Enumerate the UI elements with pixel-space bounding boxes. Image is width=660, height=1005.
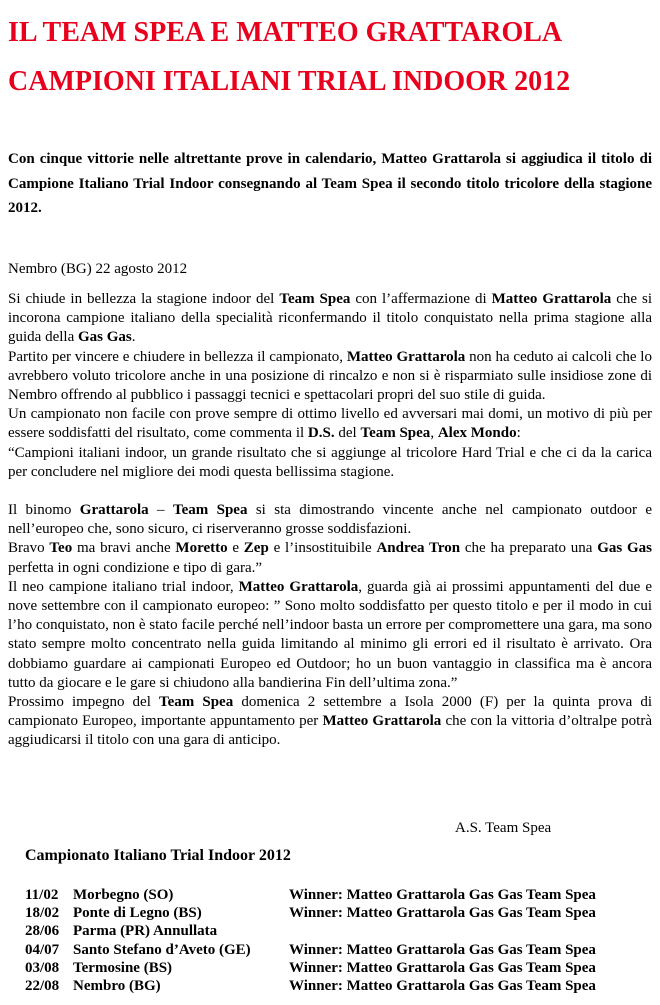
article-paragraph xyxy=(8,348,652,406)
result-winner: Winner: Matteo Grattarola Gas Gas Team Spea xyxy=(289,887,596,903)
result-winner: Winner: Matteo Grattarola Gas Gas Team Spea xyxy=(289,959,596,976)
headline-line-2: CAMPIONI ITALIANI TRIAL INDOOR 2012 xyxy=(8,66,571,97)
article-paragraph xyxy=(8,693,652,751)
results-title: Campionato Italiano Trial Indoor 2012 xyxy=(25,847,291,864)
text-run: Un campionato non facile con prove sempre di ottimo livello ed avversari mai domi, un motivo di più per essere soddisfatti del risultato, come commenta il xyxy=(8,406,652,442)
text-run: , guarda già ai prossimi appuntamenti del due e nove settembre con il campionato europeo: ” Sono molto soddisfatto per questo titolo e per il modo in cui l’ho conquistato, non è stato facile perché nell’indoor basta un errore per compromettere una gara, ma sono stato sempre molto concentrato nella guida limitando al minimo gli errori ed il risultato è arrivato. Ora dobbiamo guardare ai campionati Europeo ed Outdoor; ho un buon vantaggio in classifica ma è ancora tutto da giocare e le gare si chiudono alla bandierina Fin dell’ultima zona.” xyxy=(8,578,652,691)
text-run: Partito per vincere e chiudere in bellezza il campionato, xyxy=(8,348,347,365)
text-run: Prossimo impegno del xyxy=(8,694,159,711)
bold-text: Gas Gas xyxy=(597,540,652,557)
text-run: Il binomo xyxy=(8,502,80,519)
bold-text: Alex Mondo xyxy=(437,425,517,442)
results-row xyxy=(25,941,655,959)
result-date: 11/02 xyxy=(25,887,59,903)
text-run: con l’affermazione di xyxy=(350,291,492,307)
bold-text: Teo xyxy=(49,540,73,557)
text-run: . xyxy=(131,329,136,346)
text-run: e xyxy=(227,540,244,557)
bold-text: Matteo Grattarola xyxy=(322,713,442,730)
bold-text: Gas Gas xyxy=(77,329,132,346)
bold-text: Team Spea xyxy=(172,502,248,519)
result-winner: Winner: Matteo Grattarola Gas Gas Team Spea xyxy=(289,905,596,922)
article-paragraph xyxy=(8,578,652,693)
result-date: 18/02 xyxy=(25,905,60,922)
bold-text: Matteo Grattarola xyxy=(238,578,359,595)
article-paragraph xyxy=(8,405,652,443)
text-run: , xyxy=(430,425,438,442)
text-run: che si incorona campione italiano della specialità riconfermando il titolo conquistato nella prima stagione alla guida della xyxy=(8,291,652,346)
bold-text: Matteo Grattarola xyxy=(346,348,466,365)
bold-text: Andrea Tron xyxy=(376,540,461,557)
results-table xyxy=(25,886,655,995)
bold-text: Team Spea xyxy=(158,694,234,711)
article-body xyxy=(8,290,652,751)
result-date: 28/06 xyxy=(25,923,60,940)
bold-text: D.S. xyxy=(307,425,335,442)
result-place: Santo Stefano d’Aveto (GE) xyxy=(73,941,251,958)
text-run: Bravo xyxy=(8,540,50,557)
text-run: che con la vittoria d’oltralpe potrà aggiudicarsi il titolo con una gara di anticipo. xyxy=(8,713,652,749)
result-winner: Winner: Matteo Grattarola Gas Gas Team Spea xyxy=(289,977,596,994)
article-paragraph xyxy=(8,290,652,348)
text-run: “Campioni italiani indoor, un grande risultato che si aggiunge al tricolore Hard Trial e che ci da la carica per concludere nel migliore dei modi questa bellissima stagione. xyxy=(8,444,652,480)
result-date: 04/07 xyxy=(25,941,60,958)
text-run: : xyxy=(516,425,521,442)
text-run: che ha preparato una xyxy=(460,540,598,557)
results-row xyxy=(25,977,655,995)
bold-text: Grattarola xyxy=(79,502,149,519)
article-paragraph xyxy=(8,501,652,539)
bold-text: Moretto xyxy=(175,540,228,557)
text-run: perfetta in ogni condizione e tipo di gara.” xyxy=(8,559,263,576)
results-row xyxy=(25,922,655,940)
result-date: 22/08 xyxy=(25,977,60,994)
results-row xyxy=(25,886,655,904)
result-winner: Winner: Matteo Grattarola Gas Gas Team Spea xyxy=(289,941,596,958)
dateline: Nembro (BG) 22 agosto 2012 xyxy=(8,261,188,277)
bold-text: Team Spea xyxy=(360,425,431,442)
text-run: e l’insostituibile xyxy=(268,540,377,557)
headline-line-1: IL TEAM SPEA E MATTEO GRATTAROLA xyxy=(8,17,563,48)
result-place: Morbegno (SO) xyxy=(73,887,174,903)
bold-text: Team Spea xyxy=(279,291,351,307)
result-place: Nembro (BG) xyxy=(73,977,161,994)
text-run: non ha ceduto ai calcoli che lo avrebbero voluto tricolore anche in una posizione di rincalzo e non si è risparmiato sulle insidiose zone di Nembro offrendo al pubblico i passaggi tecnici e spettacolari propri del suo stile di guida. xyxy=(8,348,652,404)
article-paragraph xyxy=(8,539,652,577)
text-run: si sta dimostrando vincente anche nel campionato outdoor e nell’europeo che, sono sicuro, ci riserveranno grosse soddisfazioni. xyxy=(8,502,653,538)
text-run: domenica 2 settembre a Isola 2000 (F) per la quinta prova di campionato Europeo, importante appuntamento per xyxy=(8,694,653,730)
lead-paragraph: Con cinque vittorie nelle altrettante prove in calendario, Matteo Grattarola si aggiudica il titolo di Campione Italiano Trial Indoor consegnando al Team Spea il secondo titolo tricolore della stagione 2012. xyxy=(8,151,652,216)
result-date: 03/08 xyxy=(25,959,60,976)
results-row xyxy=(25,904,655,922)
article-paragraph xyxy=(8,444,652,482)
text-run: del xyxy=(334,425,361,442)
result-place: Termosine (BS) xyxy=(73,959,173,976)
text-run: Si chiude in bellezza la stagione indoor del xyxy=(8,291,280,307)
text-run: – xyxy=(148,502,173,519)
bold-text: Zep xyxy=(243,540,269,557)
results-row xyxy=(25,959,655,977)
signature: A.S. Team Spea xyxy=(455,820,552,836)
text-run: ma bravi anche xyxy=(72,540,176,557)
bold-text: Matteo Grattarola xyxy=(491,291,612,307)
result-place: Parma (PR) Annullata xyxy=(73,923,218,940)
result-place: Ponte di Legno (BS) xyxy=(73,905,202,922)
text-run: Il neo campione italiano trial indoor, xyxy=(8,578,239,595)
